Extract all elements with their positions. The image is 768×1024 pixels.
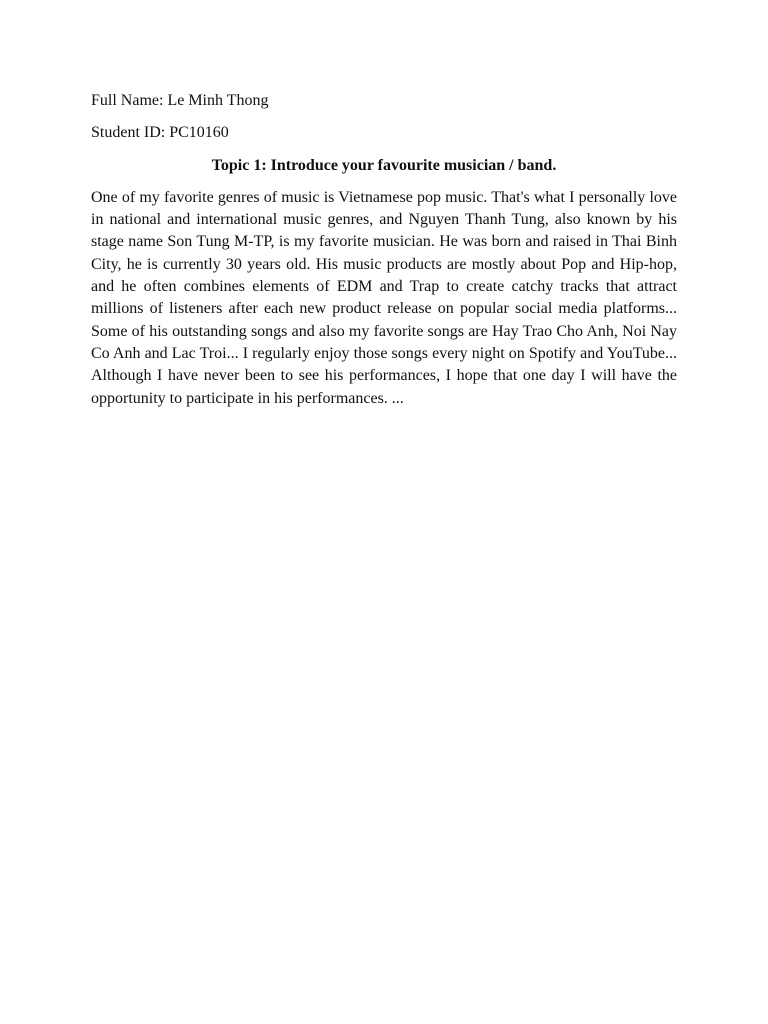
essay-paragraph: One of my favorite genres of music is Vietnamese pop music. That's what I personally love in national and international music genres, and Nguyen Thanh Tung, also known by his stage name Son Tung M-TP, is my favorite musician. He was born and raised in Thai Binh City, he is currently 30 years old. His music products are mostly about Pop and Hip-hop, and he often combines elements of EDM and Trap to create catchy tracks that attract millions of listeners after each new product release on popular social media platforms... Some of his outstanding songs and also my favorite songs are Hay Trao Cho Anh, Noi Nay Co Anh and Lac Troi... I regularly enjoy those songs every night on Spotify and YouTube... Although I have never been to see his performances, I hope that one day I will have the opportunity to participate in his performances. ...	[91, 188, 677, 407]
document-content	[91, 90, 677, 410]
topic-heading: Topic 1: Introduce your favourite musician / band.	[211, 156, 557, 174]
full-name-line: Full Name: Le Minh Thong	[91, 92, 269, 109]
student-id-line: Student ID: PC10160	[91, 124, 229, 142]
